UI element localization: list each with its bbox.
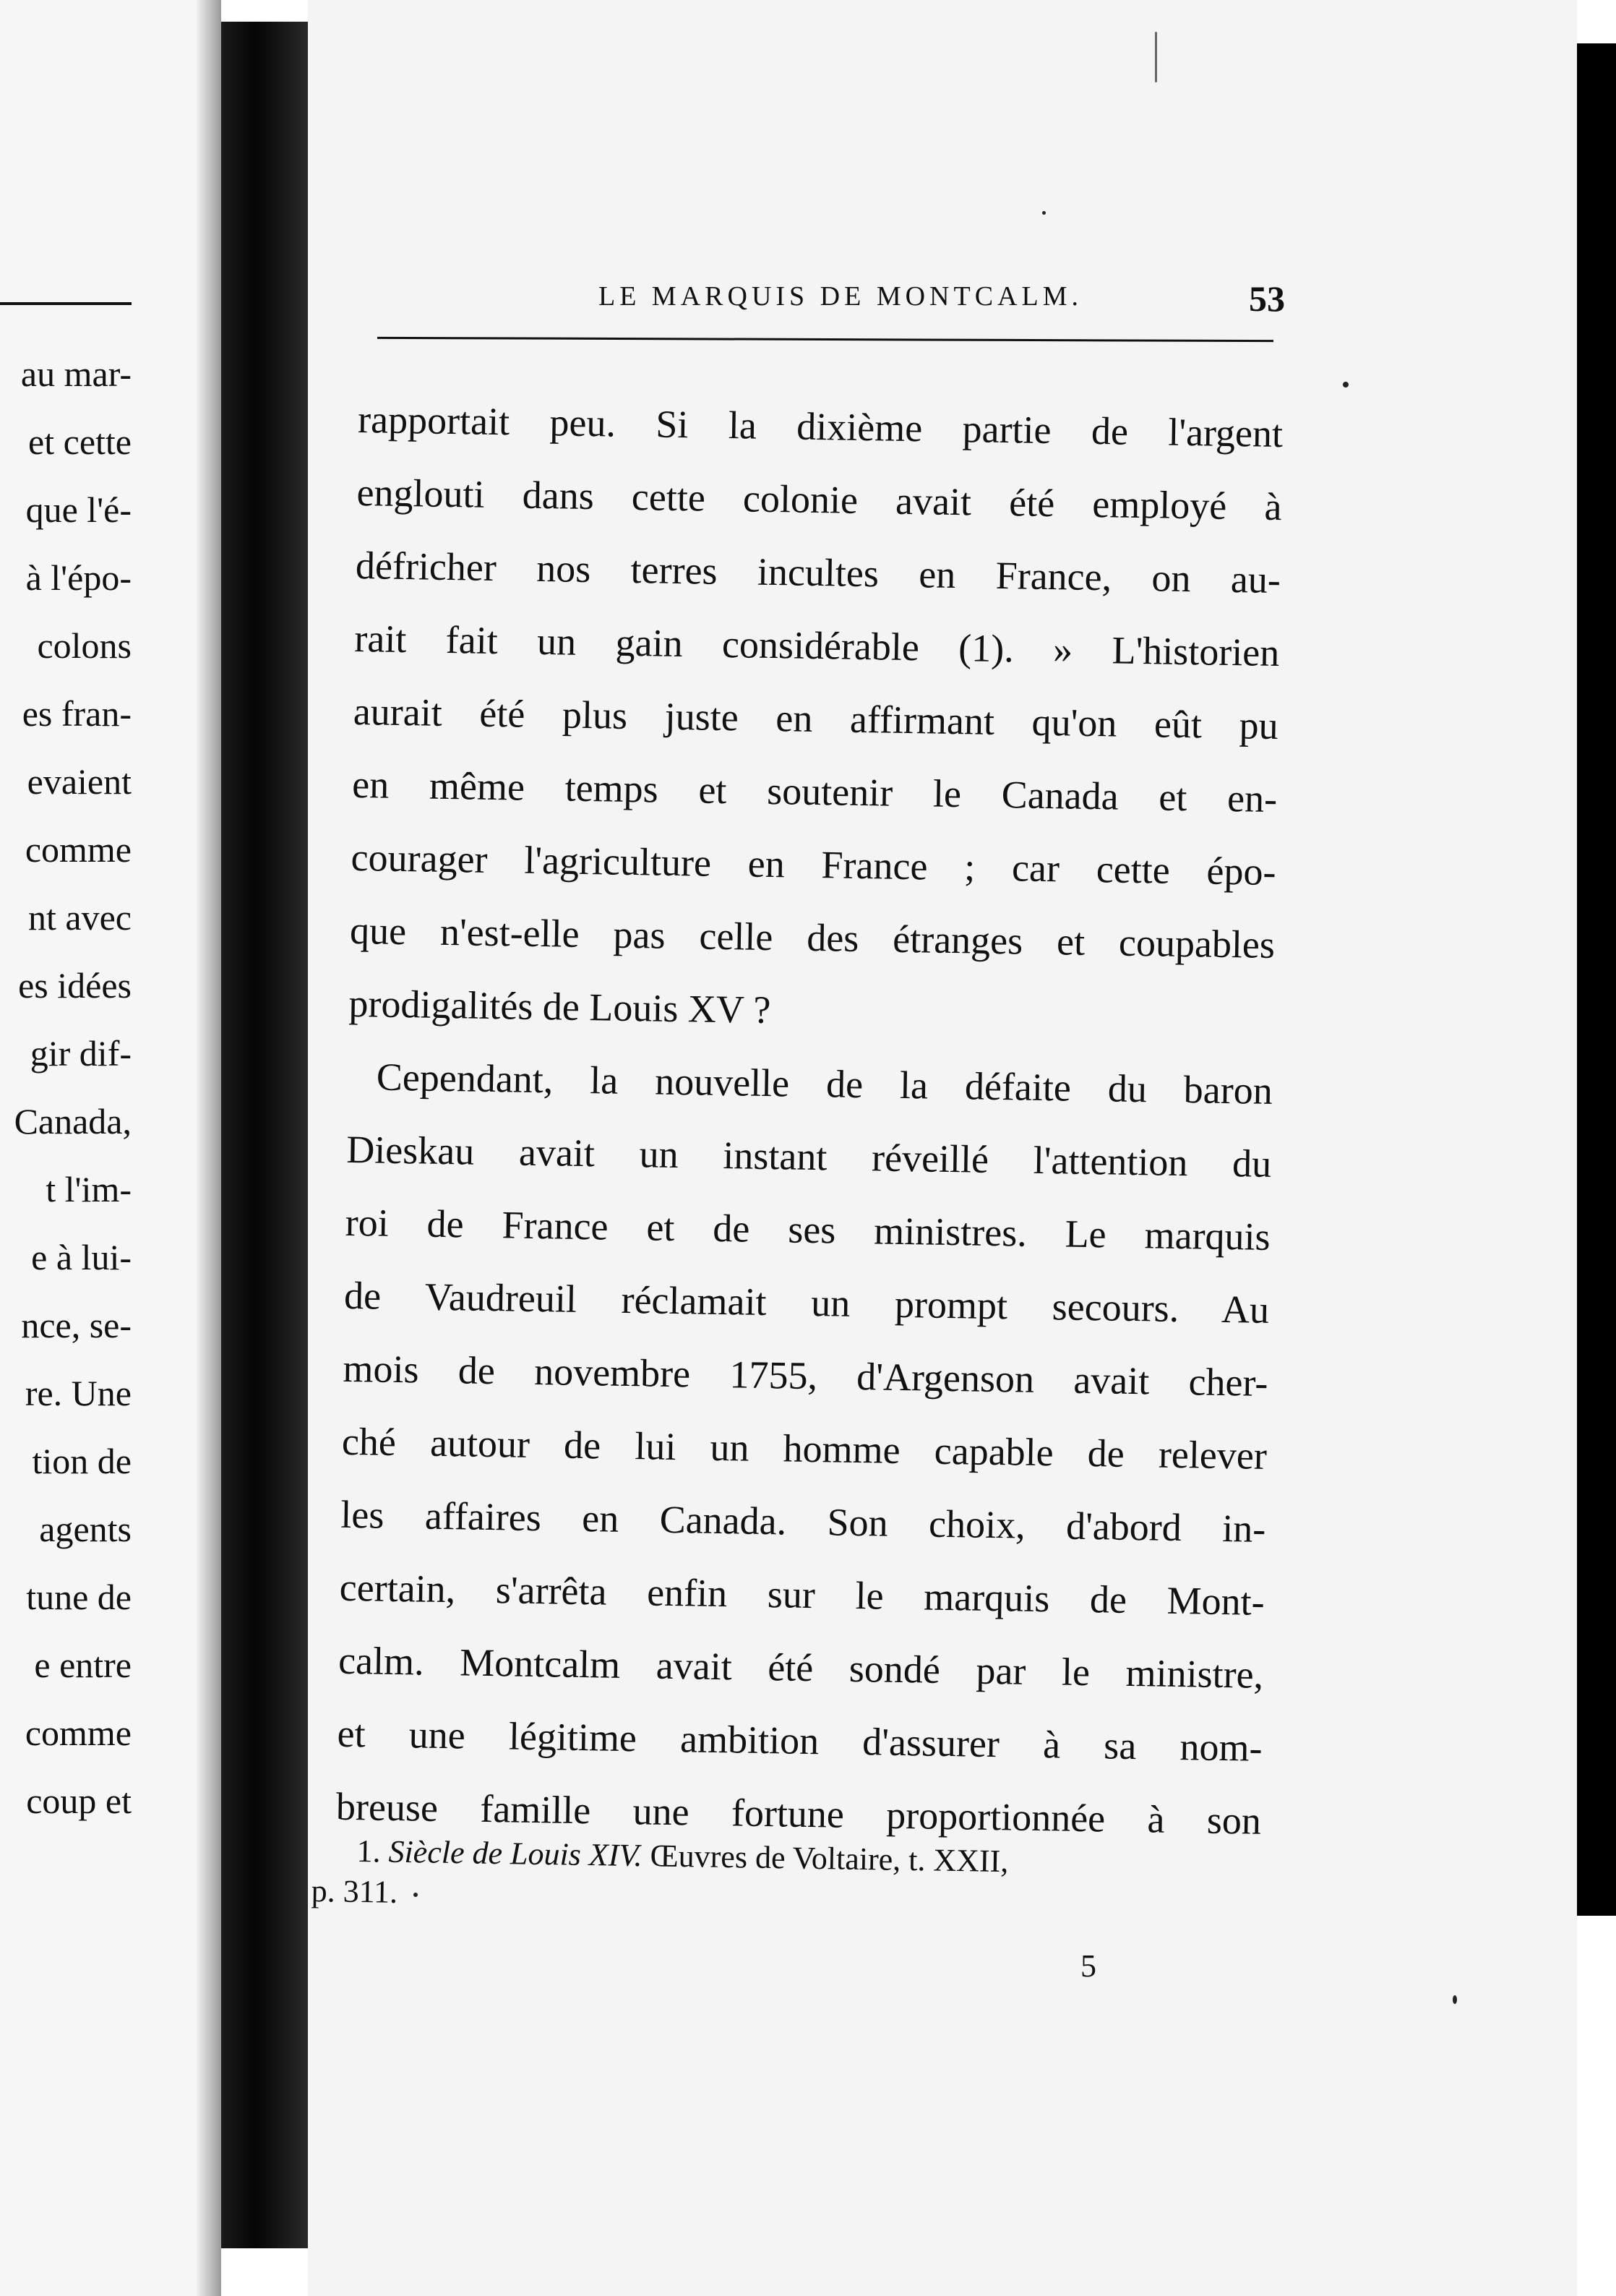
body-line: que n'est-elle pas celle des étranges et coupables (349, 908, 1276, 967)
body-line: certain, s'arrêta enfin sur le marquis de Mont- (339, 1565, 1265, 1624)
left-line: à l'épo- (25, 557, 132, 598)
left-line: es fran- (22, 693, 132, 734)
scan-speck (1042, 211, 1046, 215)
footnote (311, 1830, 1223, 1926)
body-line: Dieskau avait un instant réveillé l'attention du (345, 1127, 1272, 1186)
left-page-fragment (0, 0, 197, 2296)
left-line: es idées (18, 965, 132, 1006)
page-gutter-edge (197, 0, 221, 2296)
scan-speck (1453, 1995, 1457, 2004)
body-line: rait fait un gain considérable (1). » L'historien (353, 616, 1280, 675)
body-text (335, 383, 1284, 1858)
left-line: coup et (26, 1781, 132, 1821)
body-line: roi de France et de ses ministres. Le marquis (345, 1200, 1271, 1259)
left-line: nce, se- (21, 1305, 132, 1345)
left-line: agents (39, 1509, 132, 1549)
left-line: tion de (32, 1441, 132, 1481)
left-line: gir dif- (30, 1033, 132, 1074)
right-page-border (1577, 43, 1616, 1916)
left-line: comme (25, 1713, 132, 1753)
left-line: evaient (27, 761, 132, 802)
footnote-marker: 1. (356, 1833, 381, 1869)
footnote-title: Siècle de Louis XIV. (388, 1833, 643, 1874)
scan-speck (1155, 32, 1157, 82)
left-page-rule (0, 302, 132, 305)
body-line: et une légitime ambition d'assurer à sa nom- (337, 1711, 1263, 1770)
scan-speck (413, 1893, 418, 1897)
left-page-text (0, 340, 132, 1835)
signature-mark: 5 (1080, 1948, 1096, 1984)
running-head: LE MARQUIS DE MONTCALM. (598, 281, 1083, 312)
body-line: mois de novembre 1755, d'Argenson avait cher- (343, 1346, 1268, 1405)
body-line: Cependant, la nouvelle de la défaite du baron (376, 1055, 1273, 1113)
body-line: rapportait peu. Si la dixième partie de l'argent (357, 397, 1284, 456)
left-line: re. Une (25, 1373, 132, 1413)
page-gutter-shadow (221, 22, 308, 2248)
body-line: englouti dans cette colonie avait été employé à (356, 470, 1282, 529)
body-line: de Vaudreuil réclamait un prompt secours. Au (343, 1273, 1270, 1332)
left-line: tune de (26, 1577, 132, 1617)
left-line: comme (25, 829, 132, 870)
left-line: e à lui- (31, 1237, 132, 1277)
left-line: nt avec (28, 897, 132, 938)
body-line: prodigalités de Louis XV ? (348, 981, 771, 1032)
left-line: e entre (34, 1645, 132, 1685)
body-line: défricher nos terres incultes en France, on au- (355, 543, 1281, 602)
footnote-line: p. 311. (311, 1872, 398, 1910)
body-line: breuse famille une fortune proportionnée à son (335, 1784, 1262, 1843)
left-line: que l'é- (25, 489, 132, 530)
body-line: les affaires en Canada. Son choix, d'abord in- (340, 1492, 1266, 1551)
left-line: colons (37, 625, 132, 666)
scan-speck (1343, 382, 1349, 387)
body-line: aurait été plus juste en affirmant qu'on eût pu (353, 689, 1279, 748)
left-line: au mar- (20, 354, 132, 394)
page-number: 53 (1249, 278, 1285, 319)
body-line: en même temps et soutenir le Canada et en- (351, 762, 1278, 821)
body-line: ché autour de lui un homme capable de relever (341, 1419, 1268, 1478)
body-line: courager l'agriculture en France ; car cette épo- (351, 835, 1277, 894)
left-line: et cette (28, 421, 132, 462)
left-line: t l'im- (46, 1169, 132, 1209)
footnote-reference: Œuvres de Voltaire, t. XXII, (650, 1838, 1009, 1880)
body-line: calm. Montcalm avait été sondé par le ministre, (338, 1638, 1264, 1697)
left-line: Canada, (14, 1101, 132, 1141)
